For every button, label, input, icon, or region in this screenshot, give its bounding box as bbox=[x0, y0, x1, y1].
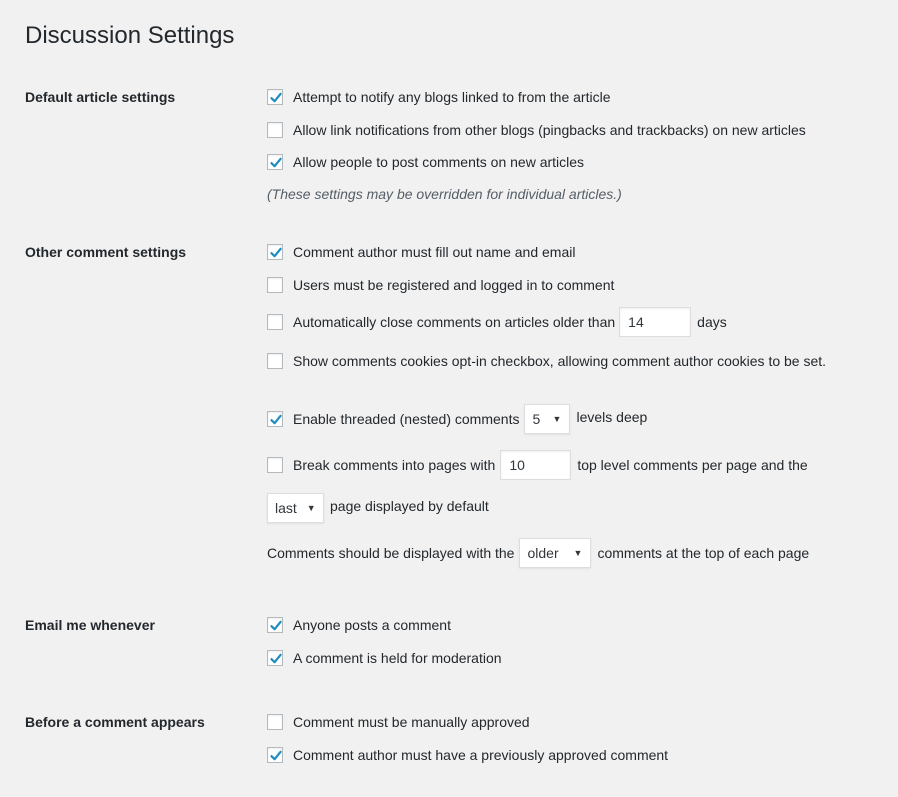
allow-comments-option[interactable] bbox=[267, 152, 584, 172]
previously-approved-option[interactable] bbox=[267, 745, 668, 765]
held-moderation-label: A comment is held for moderation bbox=[293, 650, 502, 666]
default-page-value: last bbox=[275, 500, 297, 516]
name-email-label: Comment author must fill out name and email bbox=[293, 244, 576, 260]
auto-close-label: Automatically close comments on articles older than bbox=[293, 314, 616, 330]
previously-approved-checkbox[interactable] bbox=[267, 747, 283, 763]
pingbacks-option[interactable] bbox=[267, 120, 806, 140]
paged-suffix: top level comments per page and the bbox=[577, 457, 808, 473]
checkmark-icon bbox=[268, 155, 284, 171]
anyone-posts-checkbox[interactable] bbox=[267, 617, 283, 633]
registered-label: Users must be registered and logged in to comment bbox=[293, 277, 615, 293]
paged-option bbox=[267, 450, 808, 480]
name-email-option[interactable] bbox=[267, 242, 575, 262]
held-moderation-option[interactable] bbox=[267, 648, 502, 668]
threaded-suffix: levels deep bbox=[576, 409, 648, 425]
manual-approval-checkbox[interactable] bbox=[267, 714, 283, 730]
allow-comments-label: Allow people to post comments on new articles bbox=[293, 154, 585, 170]
section-label-other-comment: Other comment settings bbox=[25, 244, 187, 260]
cookies-checkbox[interactable] bbox=[267, 353, 283, 369]
comments-per-page-input[interactable]: 10 bbox=[500, 450, 571, 480]
chevron-down-icon: ▼ bbox=[552, 414, 562, 424]
chevron-down-icon: ▼ bbox=[573, 548, 583, 558]
close-days-suffix: days bbox=[697, 314, 727, 330]
threaded-option bbox=[267, 404, 647, 434]
comment-order-value: older bbox=[527, 545, 559, 561]
default-page-option bbox=[267, 493, 489, 523]
notify-blogs-option[interactable] bbox=[267, 87, 611, 107]
checkmark-icon bbox=[268, 651, 284, 667]
threaded-label: Enable threaded (nested) comments bbox=[293, 411, 520, 427]
auto-close-checkbox[interactable] bbox=[267, 314, 283, 330]
cookies-label: Show comments cookies opt-in checkbox, allowing comment author cookies to be set. bbox=[293, 353, 827, 369]
pingbacks-label: Allow link notifications from other blogs (pingbacks and trackbacks) on new articles bbox=[293, 122, 806, 138]
order-option bbox=[267, 538, 809, 568]
chevron-down-icon: ▼ bbox=[306, 503, 316, 513]
order-suffix: comments at the top of each page bbox=[597, 545, 810, 561]
checkmark-icon bbox=[268, 245, 284, 261]
page-title: Discussion Settings bbox=[25, 22, 235, 49]
default-page-select[interactable] bbox=[267, 493, 324, 523]
notify-blogs-checkbox[interactable] bbox=[267, 89, 283, 105]
section-label-email-me: Email me whenever bbox=[25, 617, 155, 633]
anyone-posts-option[interactable] bbox=[267, 615, 451, 635]
manual-approval-option[interactable] bbox=[267, 712, 530, 732]
override-note: (These settings may be overridden for individual articles.) bbox=[267, 186, 622, 202]
checkmark-icon bbox=[268, 412, 284, 428]
close-days-input[interactable]: 14 bbox=[619, 307, 691, 337]
registered-option[interactable] bbox=[267, 275, 614, 295]
order-label: Comments should be displayed with the bbox=[267, 545, 515, 561]
checkmark-icon bbox=[268, 748, 284, 764]
section-label-default-article: Default article settings bbox=[25, 89, 176, 105]
thread-depth-value: 5 bbox=[532, 411, 541, 427]
paged-checkbox[interactable] bbox=[267, 457, 283, 473]
paged-label: Break comments into pages with bbox=[293, 457, 496, 473]
registered-checkbox[interactable] bbox=[267, 277, 283, 293]
allow-comments-checkbox[interactable] bbox=[267, 154, 283, 170]
checkmark-icon bbox=[268, 618, 284, 634]
auto-close-option bbox=[267, 307, 727, 337]
notify-blogs-label: Attempt to notify any blogs linked to from the article bbox=[293, 89, 611, 105]
previously-approved-label: Comment author must have a previously approved comment bbox=[293, 747, 669, 763]
thread-depth-select[interactable] bbox=[524, 404, 570, 434]
default-page-suffix: page displayed by default bbox=[330, 498, 489, 514]
threaded-checkbox[interactable] bbox=[267, 411, 283, 427]
checkmark-icon bbox=[268, 90, 284, 106]
anyone-posts-label: Anyone posts a comment bbox=[293, 617, 451, 633]
pingbacks-checkbox[interactable] bbox=[267, 122, 283, 138]
cookies-option[interactable] bbox=[267, 351, 859, 372]
comment-order-select[interactable] bbox=[519, 538, 591, 568]
held-moderation-checkbox[interactable] bbox=[267, 650, 283, 666]
name-email-checkbox[interactable] bbox=[267, 244, 283, 260]
section-label-before-appears: Before a comment appears bbox=[25, 714, 205, 730]
manual-approval-label: Comment must be manually approved bbox=[293, 714, 530, 730]
